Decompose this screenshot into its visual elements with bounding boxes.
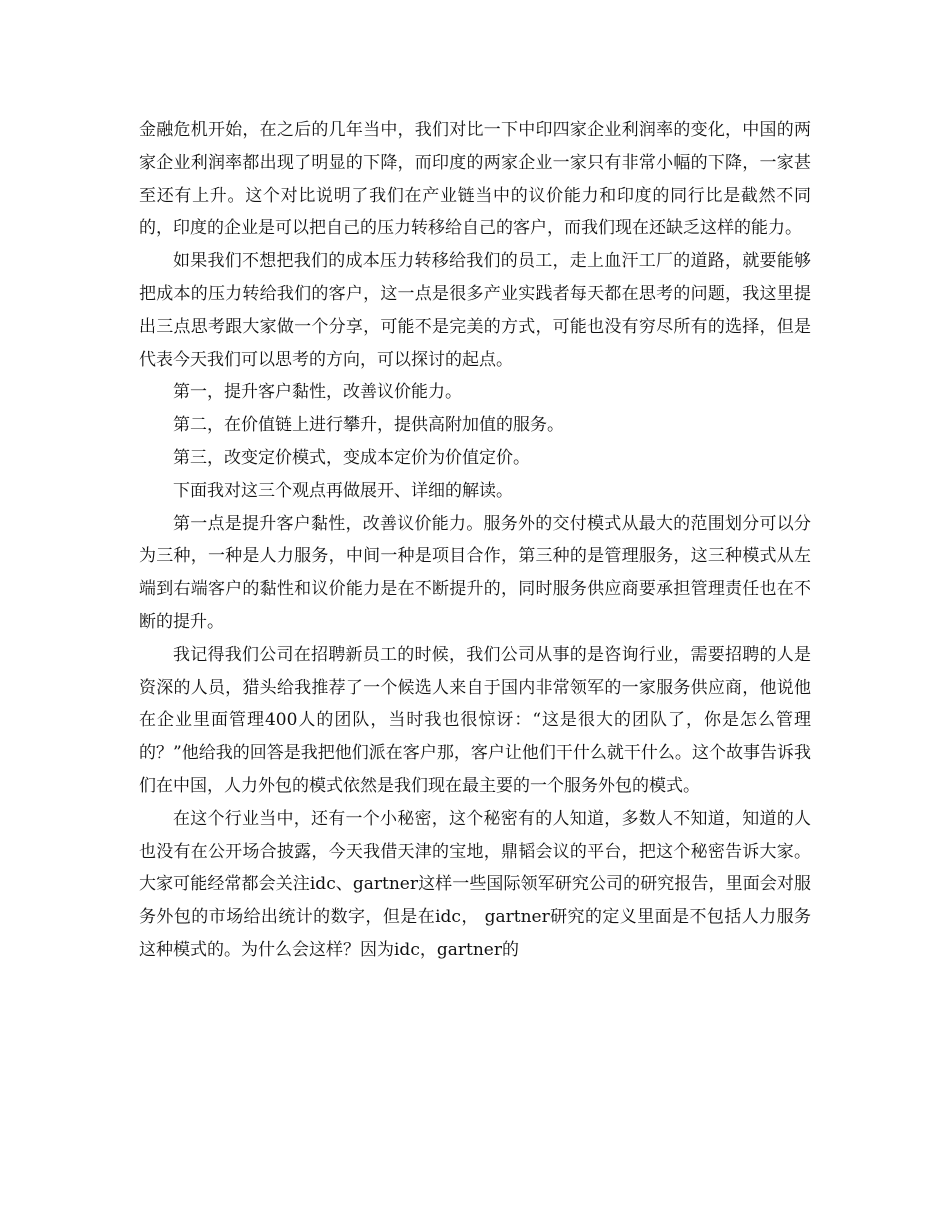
paragraph: 下面我对这三个观点再做展开、详细的解读。 bbox=[173, 480, 513, 501]
paragraph: 在这个行业当中，还有一个小秘密，这个秘密有的人知道，多数人不知道，知道的人也没有在公开场合披露，今天我借天津的宝地，鼎韬会议的平台，把这个秘密告诉大家。大家可能经常都会关注idc、gartner这样一些国际领军研究公司的研究报告，里面会对服务外包的市场给出统计的数字，但是在idc， gartner研究的定义里面是不包括人力服务这种模式的。为什么会这样？因为idc，gartner的 bbox=[139, 808, 811, 960]
paragraph: 第一，提升客户黏性，改善议价能力。 bbox=[173, 382, 462, 403]
paragraph: 如果我们不想把我们的成本压力转移给我们的员工，走上血汗工厂的道路，就要能够把成本的压力转给我们的客户，这一点是很多产业实践者每天都在思考的问题，我这里提出三点思考跟大家做一个分享，可能不是完美的方式，可能也没有穷尽所有的选择，但是代表今天我们可以思考的方向，可以探讨的起点。 bbox=[139, 251, 811, 370]
paragraph: 第二，在价值链上进行攀升，提供高附加值的服务。 bbox=[173, 415, 564, 436]
paragraph: 我记得我们公司在招聘新员工的时候，我们公司从事的是咨询行业，需要招聘的人是资深的人员，猎头给我推荐了一个候选人来自于国内非常领军的一家服务供应商，他说他在企业里面管理400人的团队，当时我也很惊讶：“这是很大的团队了，你是怎么管理的？”他给我的回答是我把他们派在客户那，客户让他们干什么就干什么。这个故事告诉我们在中国，人力外包的模式依然是我们现在最主要的一个服务外包的模式。 bbox=[139, 644, 811, 796]
paragraph: 第三，改变定价模式，变成本定价为价值定价。 bbox=[173, 447, 530, 468]
document-body bbox=[139, 114, 811, 967]
paragraph: 第一点是提升客户黏性，改善议价能力。服务外的交付模式从最大的范围划分可以分为三种，一种是人力服务，中间一种是项目合作，第三种的是管理服务，这三种模式从左端到右端客户的黏性和议价能力是在不断提升的，同时服务供应商要承担管理责任也在不断的提升。 bbox=[139, 513, 811, 632]
paragraph: 金融危机开始，在之后的几年当中，我们对比一下中印四家企业利润率的变化，中国的两家企业利润率都出现了明显的下降，而印度的两家企业一家只有非常小幅的下降，一家甚至还有上升。这个对比说明了我们在产业链当中的议价能力和印度的同行比是截然不同的，印度的企业是可以把自己的压力转移给自己的客户，而我们现在还缺乏这样的能力。 bbox=[139, 120, 811, 239]
